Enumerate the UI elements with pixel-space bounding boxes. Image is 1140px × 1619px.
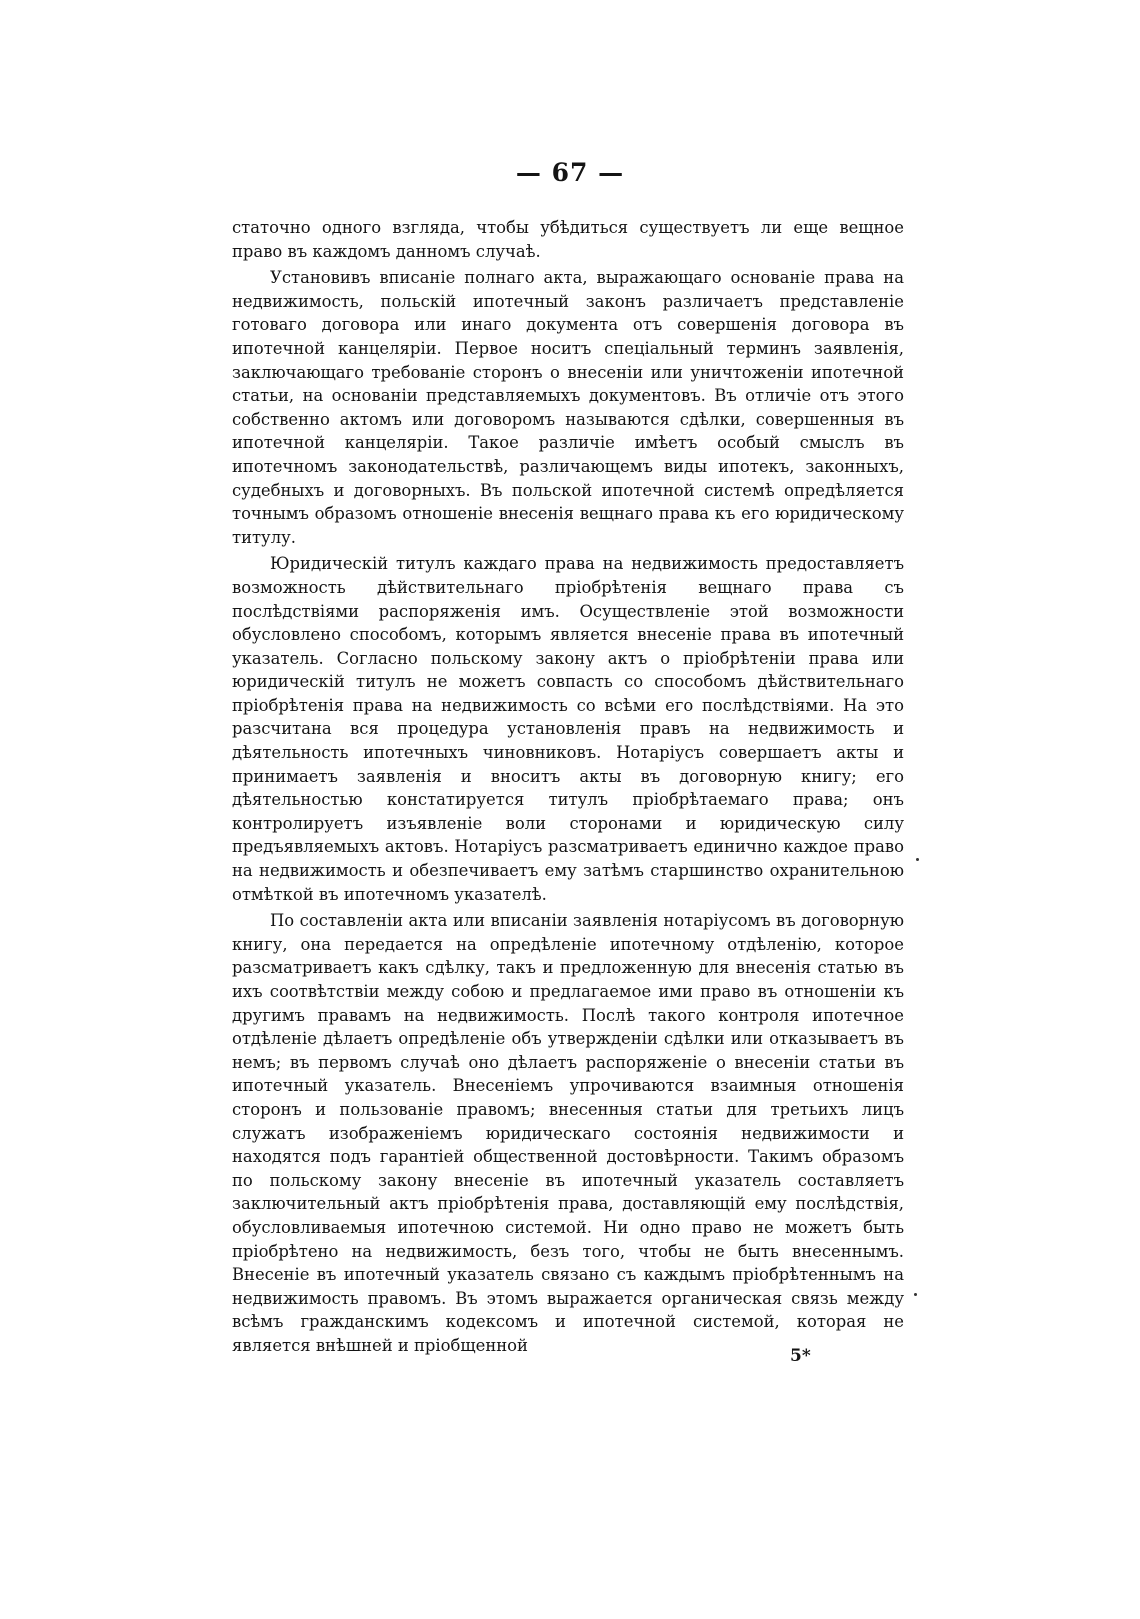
signature-mark: 5* xyxy=(790,1346,811,1366)
ink-speck xyxy=(916,858,919,861)
body-text xyxy=(232,216,904,1361)
paragraph-4: По составленіи акта или вписаніи заявленія нотаріусомъ въ договорную книгу, она передается на опредѣленіе ипотечному отдѣленію, которое разсматриваетъ какъ сдѣлку, такъ и предложенную для внесенія статью въ ихъ соотвѣтствіи между собою и предлагаемое ими право въ отношеніи къ другимъ правамъ на недвижимость. Послѣ такого контроля ипотечное отдѣленіе дѣлаетъ опредѣленіе объ утвержденіи сдѣлки или отказываетъ въ немъ; въ первомъ случаѣ оно дѣлаетъ распоряженіе о внесеніи статьи въ ипотечный указатель. Внесеніемъ упрочиваются взаимныя отношенія сторонъ и пользованіе правомъ; внесенныя статьи для третьихъ лицъ служатъ изображеніемъ юридическаго состоянія недвижимости и находятся подъ гарантіей общественной достовѣрности. Такимъ образомъ по польскому закону внесеніе въ ипотечный указатель составляетъ заключительный актъ пріобрѣтенія права, доставляющій ему послѣдствія, обусловливаемыя ипотечною системой. Ни одно право не можетъ быть пріобрѣтено на недвижимость, безъ того, чтобы не быть внесеннымъ. Внесеніе въ ипотечный указатель связано съ каждымъ пріобрѣтеннымъ на недвижимость правомъ. Въ этомъ выражается органическая связь между всѣмъ гражданскимъ кодексомъ и ипотечной системой, которая не является внѣшней и пріобщенной xyxy=(232,911,904,1355)
paragraph-1: статочно одного взгляда, чтобы убѣдиться существуетъ ли еще вещное право въ каждомъ данномъ случаѣ. xyxy=(232,218,904,261)
page-number: — 67 — xyxy=(515,158,625,187)
paragraph-3: Юридическій титулъ каждаго права на недвижимость предоставляетъ возможность дѣйствительнаго пріобрѣтенія вещнаго права съ послѣдствіями распоряженія имъ. Осуществленіе этой возможности обусловлено способомъ, которымъ является внесеніе права въ ипотечный указатель. Согласно польскому закону актъ о пріобрѣтеніи права или юридическій титулъ не можетъ совпасть со способомъ дѣйствительнаго пріобрѣтенія права на недвижимость со всѣми его послѣдствіями. На это разсчитана вся процедура установленія правъ на недвижимость и дѣятельность ипотечныхъ чиновниковъ. Нотаріусъ совершаетъ акты и принимаетъ заявленія и вноситъ акты въ договорную книгу; его дѣятельностью констатируется титулъ пріобрѣтаемаго права; онъ контролируетъ изъявленіе воли сторонами и юридическую силу предъявляемыхъ актовъ. Нотаріусъ разсматриваетъ единично каждое право на недвижимость и обезпечиваетъ ему затѣмъ старшинство охранительною отмѣткой въ ипотечномъ указателѣ. xyxy=(232,554,904,904)
ink-speck xyxy=(914,1293,917,1296)
paragraph-2: Установивъ вписаніе полнаго акта, выражающаго основаніе права на недвижимость, польскій ипотечный законъ различаетъ представленіе готоваго договора или инаго документа отъ совершенія договора въ ипотечной канцеляріи. Первое носитъ спеціальный терминъ заявленія, заключающаго требованіе сторонъ о внесеніи или уничтоженіи ипотечной статьи, на основаніи представляемыхъ документовъ. Въ отличіе отъ этого собственно актомъ или договоромъ называются сдѣлки, совершенныя въ ипотечной канцеляріи. Такое различіе имѣетъ особый смыслъ въ ипотечномъ законодательствѣ, различающемъ виды ипотекъ, законныхъ, судебныхъ и договорныхъ. Въ польской ипотечной системѣ опредѣляется точнымъ образомъ отношеніе внесенія вещнаго права къ его юридическому титулу. xyxy=(232,268,904,547)
